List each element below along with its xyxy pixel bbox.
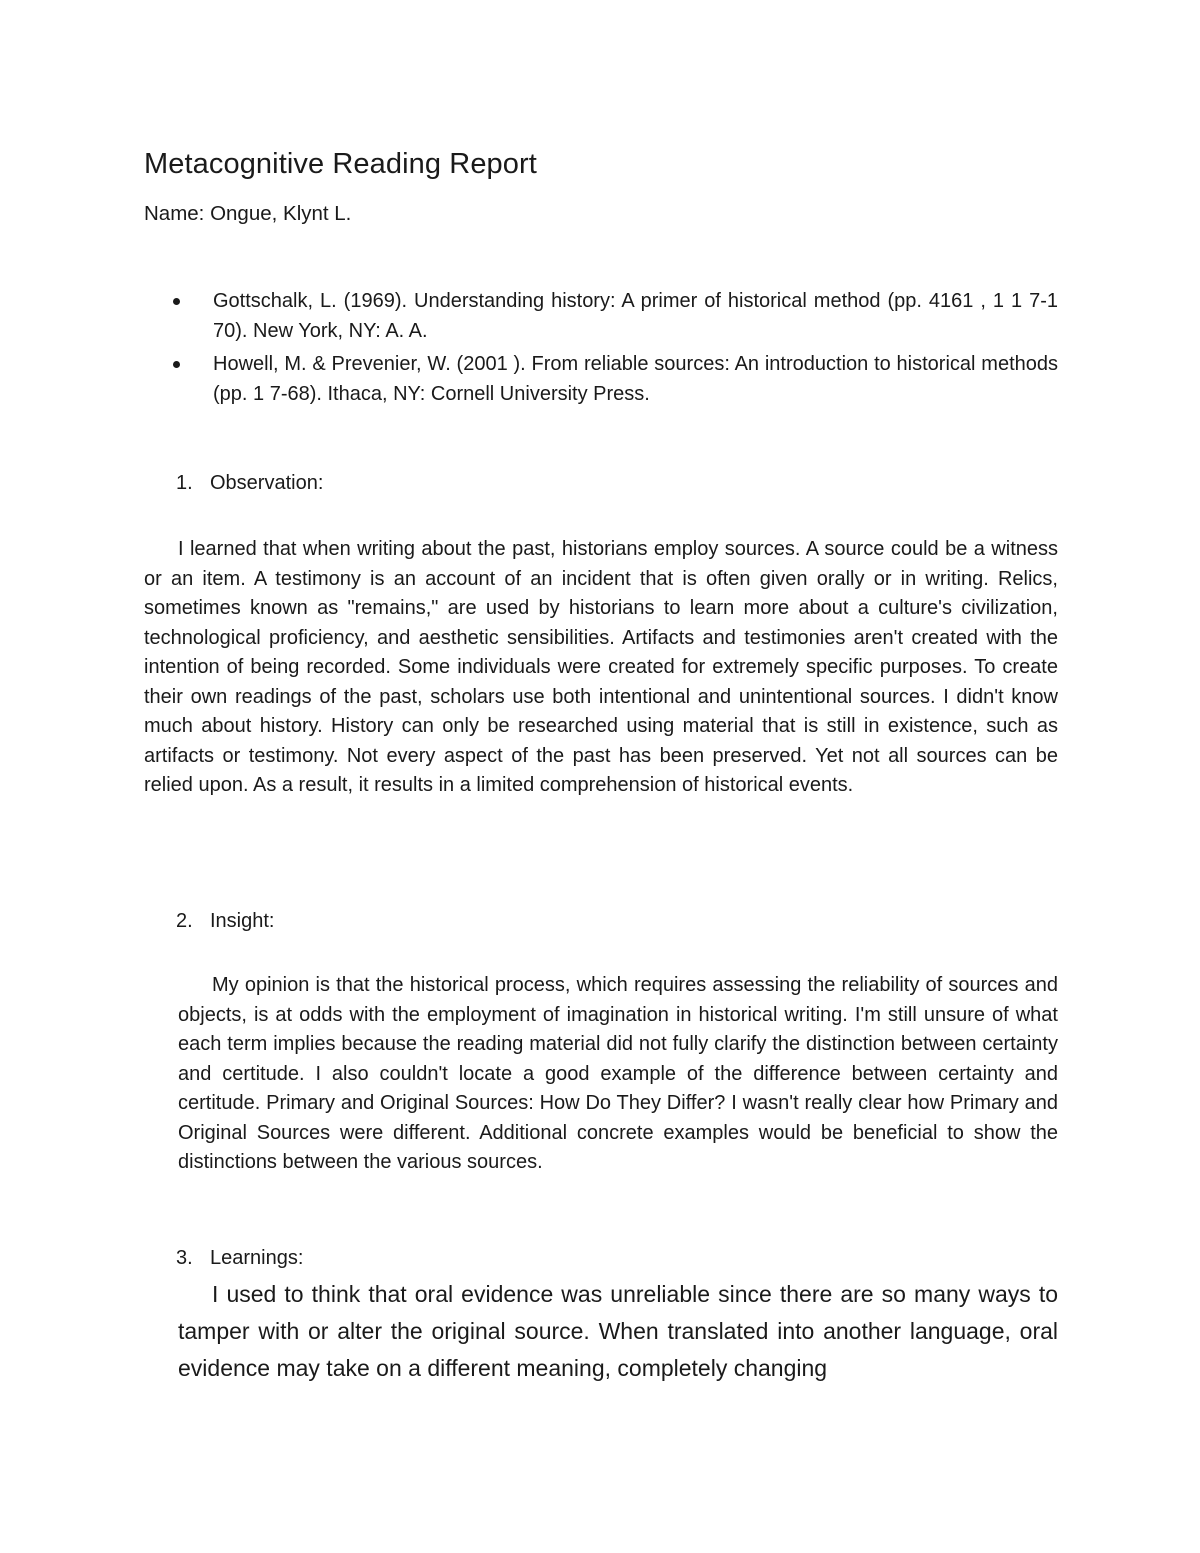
reference-text: Gottschalk, L. (1969). Understanding history: A primer of historical method (pp. 4161 , 1 1 7-1 70). New York, NY: A. A. <box>213 290 1058 342</box>
bullet-icon <box>173 298 180 305</box>
insight-paragraph: My opinion is that the historical process, which requires assessing the reliability of sources and objects, is at odds with the employment of imagination in historical writing. I'm still unsure of what each term implies because the reading material did not fully clarify the distinction between certainty and certitude. I also couldn't locate a good example of the difference between certainty and certitude. Primary and Original Sources: How Do They Differ? I wasn't really clear how Primary and Original Sources were different. Additional concrete examples would be beneficial to show the distinctions between the various sources. <box>178 974 1058 1173</box>
section-heading-text: Insight: <box>210 910 275 932</box>
section-heading-text: Learnings: <box>210 1247 304 1269</box>
observation-paragraph: I learned that when writing about the past, historians employ sources. A source could be a witness or an item. A testimony is an account of an incident that is often given orally or in writing. Relics, sometimes known as "remains," are used by historians to learn more about a culture's civilization, technological proficiency, and aesthetic sensibilities. Artifacts and testimonies aren't created with the intention of being recorded. Some individuals were created for extremely specific purposes. To create their own readings of the past, scholars use both intentional and unintentional sources. I didn't know much about history. History can only be researched using material that is still in existence, such as artifacts or testimony. Not every aspect of the past has been preserved. Yet not all sources can be relied upon. As a result, it results in a limited comprehension of historical events. <box>144 538 1058 796</box>
learnings-paragraph: I used to think that oral evidence was unreliable since there are so many ways to tamper with or alter the original source. When translated into another language, oral evidence may take on a different meaning, completely changing <box>178 1281 1058 1381</box>
section-heading-learnings <box>144 1247 303 1270</box>
bullet-icon <box>173 361 180 368</box>
reference-text: Howell, M. & Prevenier, W. (2001 ). From reliable sources: An introduction to historical methods (pp. 1 7-68). Ithaca, NY: Cornell University Press. <box>213 353 1058 405</box>
section-number: 1. <box>176 472 193 494</box>
author-name: Name: Ongue, Klynt L. <box>144 202 352 225</box>
reference-item <box>144 286 1058 346</box>
reference-list <box>144 286 1058 412</box>
reference-item <box>144 349 1058 409</box>
section-heading-insight <box>144 910 274 933</box>
section-heading-text: Observation: <box>210 472 324 494</box>
section-number: 2. <box>176 910 193 932</box>
section-number: 3. <box>176 1247 193 1269</box>
section-heading-observation <box>144 472 323 495</box>
document-title: Metacognitive Reading Report <box>144 148 537 180</box>
